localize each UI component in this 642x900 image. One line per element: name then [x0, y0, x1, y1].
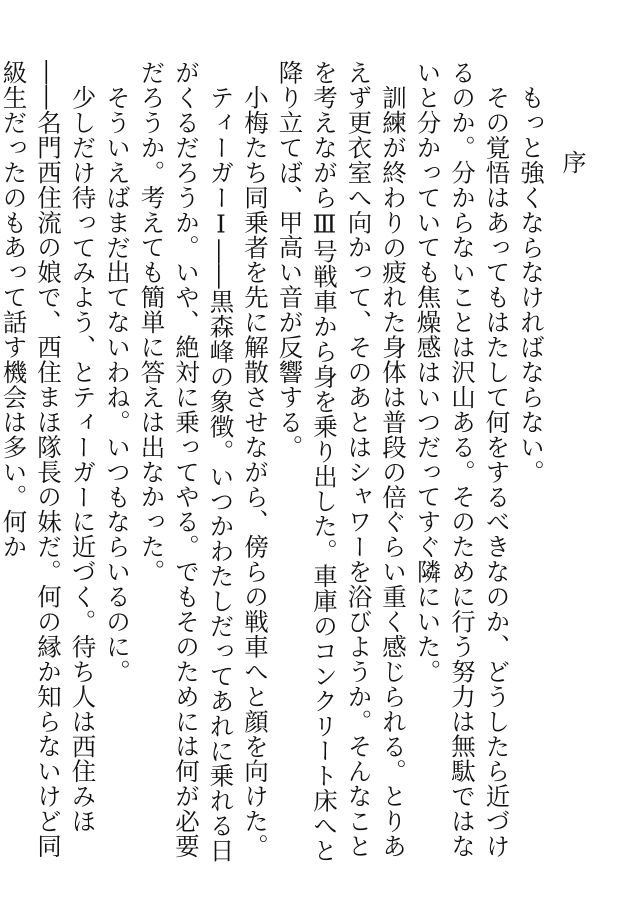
chapter-title: 序 — [558, 150, 586, 174]
paragraph: もっと強くならなければならない。 — [517, 84, 546, 484]
paragraph: その覚悟はあってもはたして何をするべきなのか、どうしたら近づけるのか。分からないことは沢山ある。そのために行う努力は無駄ではないと分かっていても焦燥感はいつだってすぐ隣にいた。 — [413, 60, 512, 859]
paragraph: 小梅たち同乗者を先に解散させながら、傍らの戦車へと顔を向けた。 — [241, 84, 270, 858]
paragraph: そういえばまだ出てないわね。いつもならいるのに。 — [103, 84, 132, 684]
paragraph: 少しだけ待ってみよう、とティーガーに近づく。待ち人は西住みほ――名門西住流の娘で、西住まほ隊長の妹だ。何の縁か知らないけど同級生だったのもあって話す機会は多い。何か — [0, 60, 98, 859]
paragraph: 訓練が終わりの疲れた身体は普段の倍ぐらい重く感じられる。とりあえず更衣室へ向かって、そのあとはシャワーを浴びようか。そんなことを考えながらⅢ号戦車から身を乗り出した。車庫のコンクリート床へと降り立てば、甲高い音が反響する。 — [275, 60, 408, 863]
paragraph: ティーガーⅠ――黒森峰の象徴。いつかわたしだってあれに乗れる日がくるだろうか。いや、絶対に乗ってやる。でもそのためには何が必要だろうか。考えても簡単に答えは出なかった。 — [137, 60, 236, 863]
body-text — [0, 60, 548, 875]
